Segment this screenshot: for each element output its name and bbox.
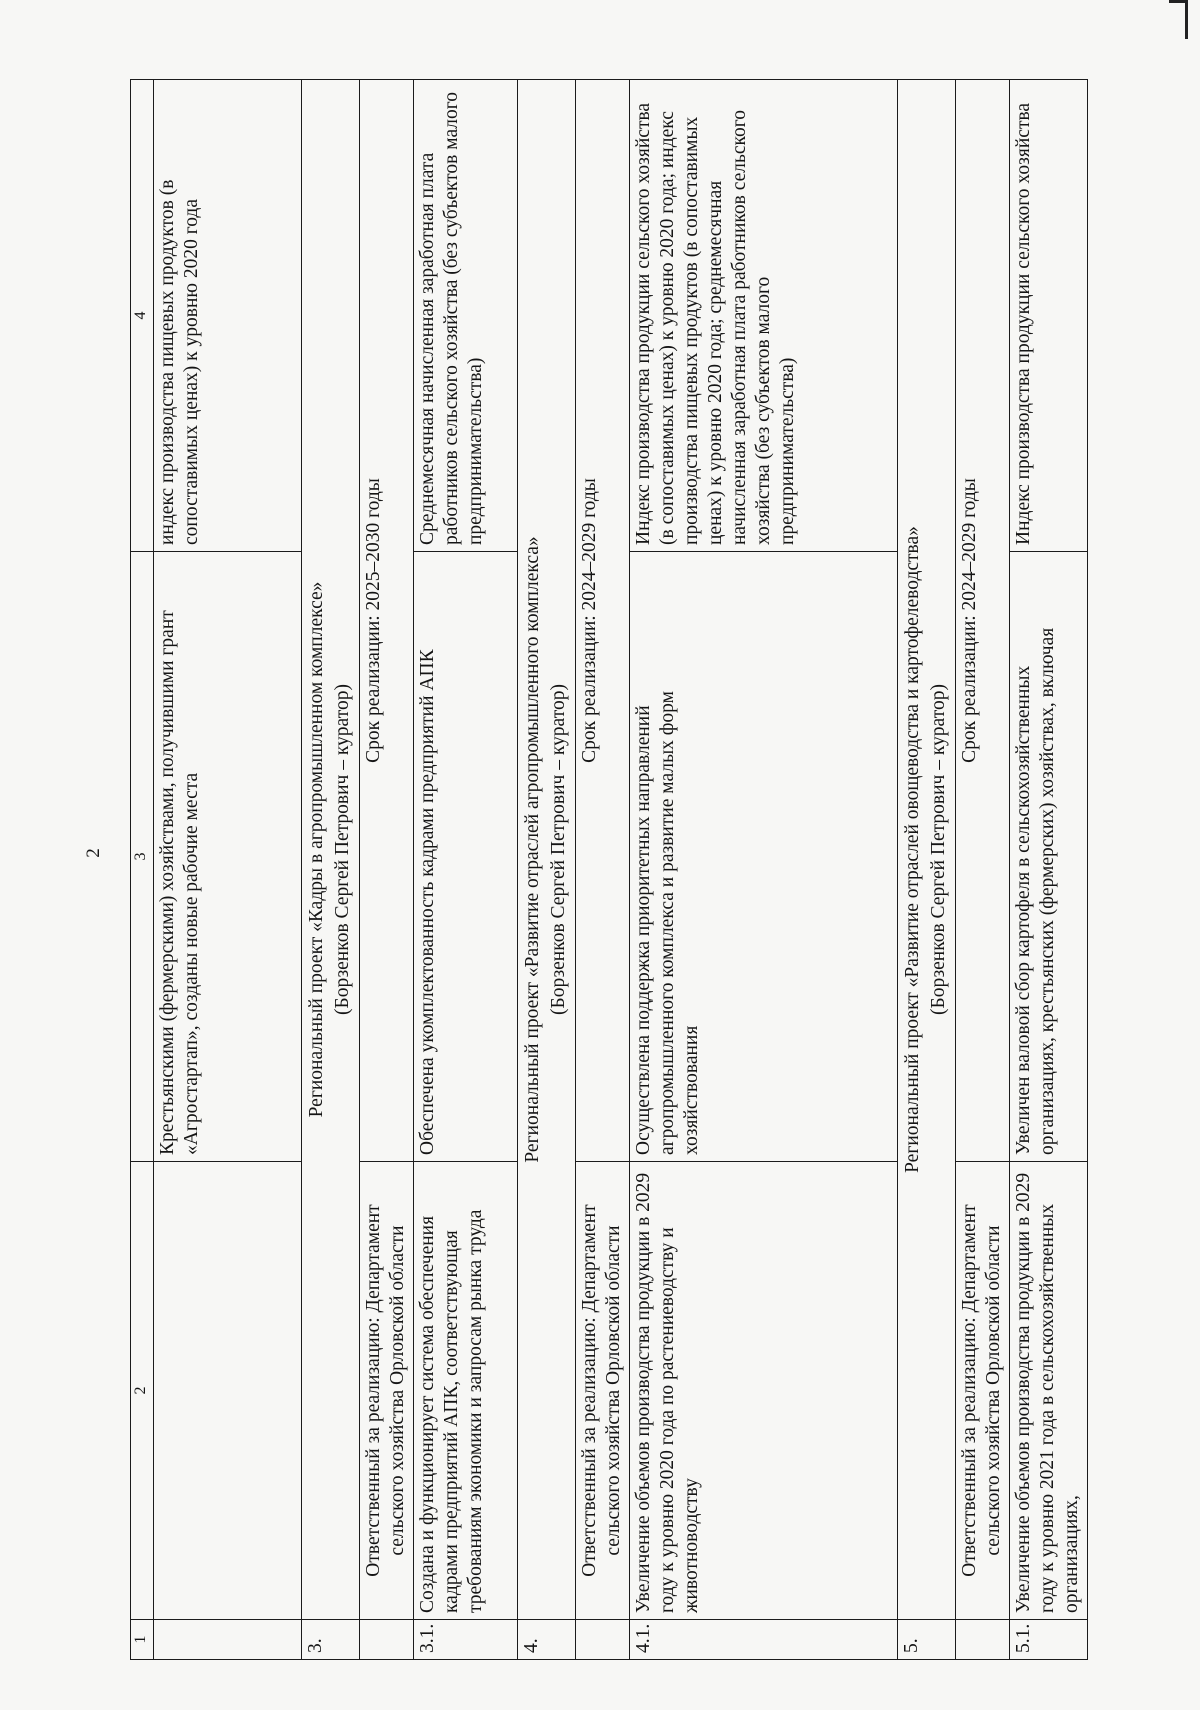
column-number: 1	[131, 1620, 154, 1660]
responsible-cell: Ответственный за реализацию: Департамент сельского хозяйства Орловской области	[360, 1162, 414, 1620]
term-cell: Срок реализации: 2025–2030 годы	[360, 80, 414, 1162]
project-row	[518, 80, 576, 1660]
table-body	[131, 80, 1088, 1660]
column-number: 4	[131, 80, 154, 552]
responsible-row	[576, 80, 630, 1660]
page-number: 2	[83, 848, 104, 858]
table-row	[154, 80, 302, 1660]
project-title: Региональный проект «Развитие отраслей агропромышленного комплекса»	[522, 536, 543, 1163]
responsible-row	[360, 80, 414, 1660]
row-number: 4.1.	[630, 1620, 898, 1660]
project-title: Региональный проект «Кадры в агропромышленном комплексе»	[306, 581, 327, 1118]
row-number: 5.	[898, 1620, 956, 1660]
row-number: 3.	[302, 1620, 360, 1660]
column-number: 3	[131, 552, 154, 1162]
task-cell: Увеличение объемов производства продукции в 2029 году к уровню 2021 года в сельскохозяйственных организациях,	[1010, 1162, 1088, 1620]
result-cell: Увеличен валовой сбор картофеля в сельскохозяйственных организациях, крестьянских (фермерских) хозяйствах, включая	[1010, 552, 1088, 1162]
indicator-cell: Индекс производства продукции сельского хозяйства (в сопоставимых ценах) к уровню 2020 года; индекс производства пищевых продуктов (в сопоставимых ценах) к уровню 2020 года; среднемесячная начисленная заработная плата работников сельского хозяйства (без субъектов малого предпринимательства)	[630, 80, 898, 552]
result-cell: Крестьянскими (фермерскими) хозяйствами, получившими грант «Агростартап», созданы новые рабочие места	[154, 552, 302, 1162]
corner-mark	[1169, 0, 1188, 39]
project-curator: (Борзенков Сергей Петрович – куратор)	[928, 684, 949, 1015]
task-cell: Увеличение объемов производства продукции в 2029 году к уровню 2020 года по растениеводству и животноводству	[630, 1162, 898, 1620]
program-table	[130, 79, 1088, 1660]
column-number: 2	[131, 1162, 154, 1620]
table-row	[630, 80, 898, 1660]
responsible-cell: Ответственный за реализацию: Департамент сельского хозяйства Орловской области	[956, 1162, 1010, 1620]
task-cell: Создана и функционирует система обеспечения кадрами предприятий АПК, соответствующая требованиям экономики и запросам рынка труда	[414, 1162, 518, 1620]
term-cell: Срок реализации: 2024–2029 годы	[956, 80, 1010, 1162]
indicator-cell: индекс производства пищевых продуктов (в сопоставимых ценах) к уровню 2020 года	[154, 80, 302, 552]
project-curator: (Борзенков Сергей Петрович – куратор)	[332, 684, 353, 1015]
project-curator: (Борзенков Сергей Петрович – куратор)	[548, 684, 569, 1015]
project-title-cell	[518, 80, 576, 1620]
rotated-content	[130, 80, 1160, 1660]
result-cell: Обеспечена укомплектованность кадрами предприятий АПК	[414, 552, 518, 1162]
row-number	[154, 1620, 302, 1660]
row-number: 5.1.	[1010, 1620, 1088, 1660]
row-number: 4.	[518, 1620, 576, 1660]
empty-cell	[956, 1620, 1010, 1660]
project-title: Региональный проект «Развитие отраслей овощеводства и картофелеводства»	[902, 526, 923, 1173]
responsible-cell: Ответственный за реализацию: Департамент сельского хозяйства Орловской области	[576, 1162, 630, 1620]
task-cell	[154, 1162, 302, 1620]
responsible-row	[956, 80, 1010, 1660]
project-title-cell	[898, 80, 956, 1620]
table-row	[414, 80, 518, 1660]
project-row	[302, 80, 360, 1660]
row-number: 3.1.	[414, 1620, 518, 1660]
indicator-cell: Индекс производства продукции сельского хозяйства	[1010, 80, 1088, 552]
column-number-row	[131, 80, 154, 1660]
project-row	[898, 80, 956, 1660]
indicator-cell: Среднемесячная начисленная заработная плата работников сельского хозяйства (без субъектов малого предпринимательства)	[414, 80, 518, 552]
rotated-table-wrapper	[130, 80, 1160, 1660]
term-cell: Срок реализации: 2024–2029 годы	[576, 80, 630, 1162]
table-row	[1010, 80, 1088, 1660]
empty-cell	[360, 1620, 414, 1660]
project-title-cell	[302, 80, 360, 1620]
empty-cell	[576, 1620, 630, 1660]
result-cell: Осуществлена поддержка приоритетных направлений агропромышленного комплекса и развитие малых форм хозяйствования	[630, 552, 898, 1162]
